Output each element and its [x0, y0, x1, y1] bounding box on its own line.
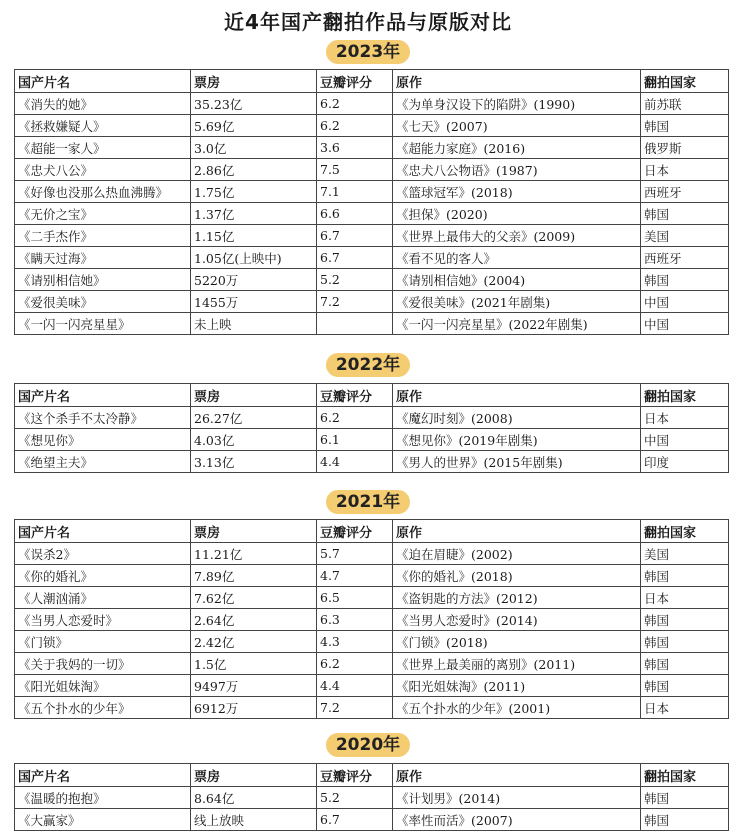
table-row [15, 137, 729, 159]
header-original-work: 原作 [393, 384, 641, 407]
original-work-cell: 《世界上最美丽的离别》(2011) [393, 653, 641, 675]
table-row [15, 291, 729, 313]
header-title: 国产片名 [15, 70, 191, 93]
box-office-cell: 3.0亿 [191, 137, 317, 159]
douban-score-cell: 3.6 [317, 137, 393, 159]
original-work-cell: 《阳光姐妹淘》(2011) [393, 675, 641, 697]
table-row [15, 93, 729, 115]
table-row [15, 407, 729, 429]
header-douban-score: 豆瓣评分 [317, 520, 393, 543]
title-cell: 《拯救嫌疑人》 [15, 115, 191, 137]
table-2023 [14, 69, 729, 335]
table-row [15, 313, 729, 335]
header-country: 翻拍国家 [641, 384, 729, 407]
header-row [15, 764, 729, 787]
table-row [15, 115, 729, 137]
header-douban-score: 豆瓣评分 [317, 764, 393, 787]
box-office-cell: 35.23亿 [191, 93, 317, 115]
title-cell: 《大赢家》 [15, 809, 191, 831]
table-row [15, 697, 729, 719]
box-office-cell: 1.37亿 [191, 203, 317, 225]
title-cell: 《人潮汹涌》 [15, 587, 191, 609]
box-office-cell: 2.42亿 [191, 631, 317, 653]
douban-score-cell: 6.7 [317, 225, 393, 247]
original-work-cell: 《魔幻时刻》(2008) [393, 407, 641, 429]
year-badge-2021: 2021年 [326, 490, 410, 514]
douban-score-cell: 4.3 [317, 631, 393, 653]
box-office-cell: 4.03亿 [191, 429, 317, 451]
douban-score-cell: 7.2 [317, 697, 393, 719]
title-cell: 《这个杀手不太冷静》 [15, 407, 191, 429]
title-cell: 《阳光姐妹淘》 [15, 675, 191, 697]
country-cell: 韩国 [641, 269, 729, 291]
table-body [15, 764, 729, 831]
box-office-cell: 1.15亿 [191, 225, 317, 247]
douban-score-cell: 4.7 [317, 565, 393, 587]
box-office-cell: 11.21亿 [191, 543, 317, 565]
year-badge-2023: 2023年 [326, 40, 410, 64]
original-work-cell: 《盗钥匙的方法》(2012) [393, 587, 641, 609]
title-cell: 《想见你》 [15, 429, 191, 451]
country-cell: 前苏联 [641, 93, 729, 115]
table-row [15, 429, 729, 451]
original-work-cell: 《迫在眉睫》(2002) [393, 543, 641, 565]
douban-score-cell: 5.7 [317, 543, 393, 565]
box-office-cell: 8.64亿 [191, 787, 317, 809]
title-cell: 《忠犬八公》 [15, 159, 191, 181]
douban-score-cell: 6.6 [317, 203, 393, 225]
original-work-cell: 《一闪一闪亮星星》(2022年剧集) [393, 313, 641, 335]
table-row [15, 631, 729, 653]
box-office-cell: 2.64亿 [191, 609, 317, 631]
title-cell: 《你的婚礼》 [15, 565, 191, 587]
title-cell: 《瞒天过海》 [15, 247, 191, 269]
country-cell: 印度 [641, 451, 729, 473]
country-cell: 中国 [641, 429, 729, 451]
table-2021 [14, 519, 729, 719]
header-box-office: 票房 [191, 764, 317, 787]
box-office-cell: 1.05亿(上映中) [191, 247, 317, 269]
table-row [15, 653, 729, 675]
title-cell: 《门锁》 [15, 631, 191, 653]
box-office-cell: 未上映 [191, 313, 317, 335]
country-cell: 日本 [641, 407, 729, 429]
table-2022 [14, 383, 729, 473]
title-cell: 《温暖的抱抱》 [15, 787, 191, 809]
country-cell: 日本 [641, 587, 729, 609]
title-cell: 《关于我妈的一切》 [15, 653, 191, 675]
header-original-work: 原作 [393, 70, 641, 93]
header-title: 国产片名 [15, 520, 191, 543]
header-douban-score: 豆瓣评分 [317, 384, 393, 407]
table-row [15, 587, 729, 609]
title-cell: 《无价之宝》 [15, 203, 191, 225]
country-cell: 美国 [641, 543, 729, 565]
box-office-cell: 6912万 [191, 697, 317, 719]
country-cell: 韩国 [641, 675, 729, 697]
douban-score-cell: 6.1 [317, 429, 393, 451]
header-title: 国产片名 [15, 764, 191, 787]
country-cell: 韩国 [641, 631, 729, 653]
box-office-cell: 1455万 [191, 291, 317, 313]
table-row [15, 609, 729, 631]
country-cell: 韩国 [641, 809, 729, 831]
box-office-cell: 7.89亿 [191, 565, 317, 587]
box-office-cell: 3.13亿 [191, 451, 317, 473]
original-work-cell: 《世界上最伟大的父亲》(2009) [393, 225, 641, 247]
table-2020 [14, 763, 729, 831]
original-work-cell: 《忠犬八公物语》(1987) [393, 159, 641, 181]
douban-score-cell: 7.1 [317, 181, 393, 203]
original-work-cell: 《你的婚礼》(2018) [393, 565, 641, 587]
table-body [15, 384, 729, 473]
original-work-cell: 《男人的世界》(2015年剧集) [393, 451, 641, 473]
table-row [15, 269, 729, 291]
country-cell: 西班牙 [641, 247, 729, 269]
douban-score-cell: 6.3 [317, 609, 393, 631]
table-row [15, 543, 729, 565]
original-work-cell: 《爱很美味》(2021年剧集) [393, 291, 641, 313]
douban-score-cell: 5.2 [317, 269, 393, 291]
table-row [15, 181, 729, 203]
original-work-cell: 《七天》(2007) [393, 115, 641, 137]
header-box-office: 票房 [191, 384, 317, 407]
table-body [15, 70, 729, 335]
country-cell: 韩国 [641, 787, 729, 809]
douban-score-cell: 6.5 [317, 587, 393, 609]
original-work-cell: 《篮球冠军》(2018) [393, 181, 641, 203]
douban-score-cell: 6.7 [317, 247, 393, 269]
original-work-cell: 《计划男》(2014) [393, 787, 641, 809]
country-cell: 韩国 [641, 565, 729, 587]
table-row [15, 225, 729, 247]
year-badge-2022: 2022年 [326, 353, 410, 377]
title-cell: 《绝望主夫》 [15, 451, 191, 473]
box-office-cell: 1.75亿 [191, 181, 317, 203]
title-cell: 《爱很美味》 [15, 291, 191, 313]
header-country: 翻拍国家 [641, 520, 729, 543]
country-cell: 日本 [641, 159, 729, 181]
header-title: 国产片名 [15, 384, 191, 407]
douban-score-cell: 6.2 [317, 115, 393, 137]
table-row [15, 565, 729, 587]
title-cell: 《误杀2》 [15, 543, 191, 565]
original-work-cell: 《为单身汉设下的陷阱》(1990) [393, 93, 641, 115]
original-work-cell: 《超能力家庭》(2016) [393, 137, 641, 159]
table-row [15, 159, 729, 181]
table-row [15, 809, 729, 831]
table-row [15, 247, 729, 269]
header-row [15, 70, 729, 93]
header-country: 翻拍国家 [641, 70, 729, 93]
douban-score-cell: 6.2 [317, 407, 393, 429]
original-work-cell: 《五个扑水的少年》(2001) [393, 697, 641, 719]
title-cell: 《消失的她》 [15, 93, 191, 115]
title-cell: 《五个扑水的少年》 [15, 697, 191, 719]
original-work-cell: 《当男人恋爱时》(2014) [393, 609, 641, 631]
douban-score-cell: 4.4 [317, 675, 393, 697]
table-row [15, 451, 729, 473]
header-original-work: 原作 [393, 520, 641, 543]
country-cell: 韩国 [641, 115, 729, 137]
country-cell: 西班牙 [641, 181, 729, 203]
country-cell: 中国 [641, 291, 729, 313]
title-cell: 《二手杰作》 [15, 225, 191, 247]
original-work-cell: 《想见你》(2019年剧集) [393, 429, 641, 451]
douban-score-cell: 7.5 [317, 159, 393, 181]
title-cell: 《好像也没那么热血沸腾》 [15, 181, 191, 203]
original-work-cell: 《率性而活》(2007) [393, 809, 641, 831]
title-cell: 《请别相信她》 [15, 269, 191, 291]
header-box-office: 票房 [191, 520, 317, 543]
box-office-cell: 1.5亿 [191, 653, 317, 675]
country-cell: 韩国 [641, 653, 729, 675]
title-cell: 《超能一家人》 [15, 137, 191, 159]
douban-score-cell: 6.7 [317, 809, 393, 831]
box-office-cell: 2.86亿 [191, 159, 317, 181]
country-cell: 俄罗斯 [641, 137, 729, 159]
page-title: 近4年国产翻拍作品与原版对比 [224, 10, 512, 34]
box-office-cell: 26.27亿 [191, 407, 317, 429]
header-row [15, 520, 729, 543]
original-work-cell: 《担保》(2020) [393, 203, 641, 225]
table-row [15, 787, 729, 809]
original-work-cell: 《请别相信她》(2004) [393, 269, 641, 291]
box-office-cell: 9497万 [191, 675, 317, 697]
box-office-cell: 线上放映 [191, 809, 317, 831]
box-office-cell: 5220万 [191, 269, 317, 291]
year-badge-2020: 2020年 [326, 733, 410, 757]
douban-score-cell: 4.4 [317, 451, 393, 473]
box-office-cell: 7.62亿 [191, 587, 317, 609]
douban-score-cell [317, 313, 393, 335]
douban-score-cell: 5.2 [317, 787, 393, 809]
header-box-office: 票房 [191, 70, 317, 93]
table-row [15, 203, 729, 225]
table-body [15, 520, 729, 719]
box-office-cell: 5.69亿 [191, 115, 317, 137]
country-cell: 韩国 [641, 609, 729, 631]
douban-score-cell: 7.2 [317, 291, 393, 313]
header-douban-score: 豆瓣评分 [317, 70, 393, 93]
country-cell: 美国 [641, 225, 729, 247]
header-country: 翻拍国家 [641, 764, 729, 787]
country-cell: 中国 [641, 313, 729, 335]
header-original-work: 原作 [393, 764, 641, 787]
title-cell: 《一闪一闪亮星星》 [15, 313, 191, 335]
title-cell: 《当男人恋爱时》 [15, 609, 191, 631]
original-work-cell: 《门锁》(2018) [393, 631, 641, 653]
original-work-cell: 《看不见的客人》 [393, 247, 641, 269]
header-row [15, 384, 729, 407]
douban-score-cell: 6.2 [317, 653, 393, 675]
douban-score-cell: 6.2 [317, 93, 393, 115]
country-cell: 日本 [641, 697, 729, 719]
country-cell: 韩国 [641, 203, 729, 225]
table-row [15, 675, 729, 697]
